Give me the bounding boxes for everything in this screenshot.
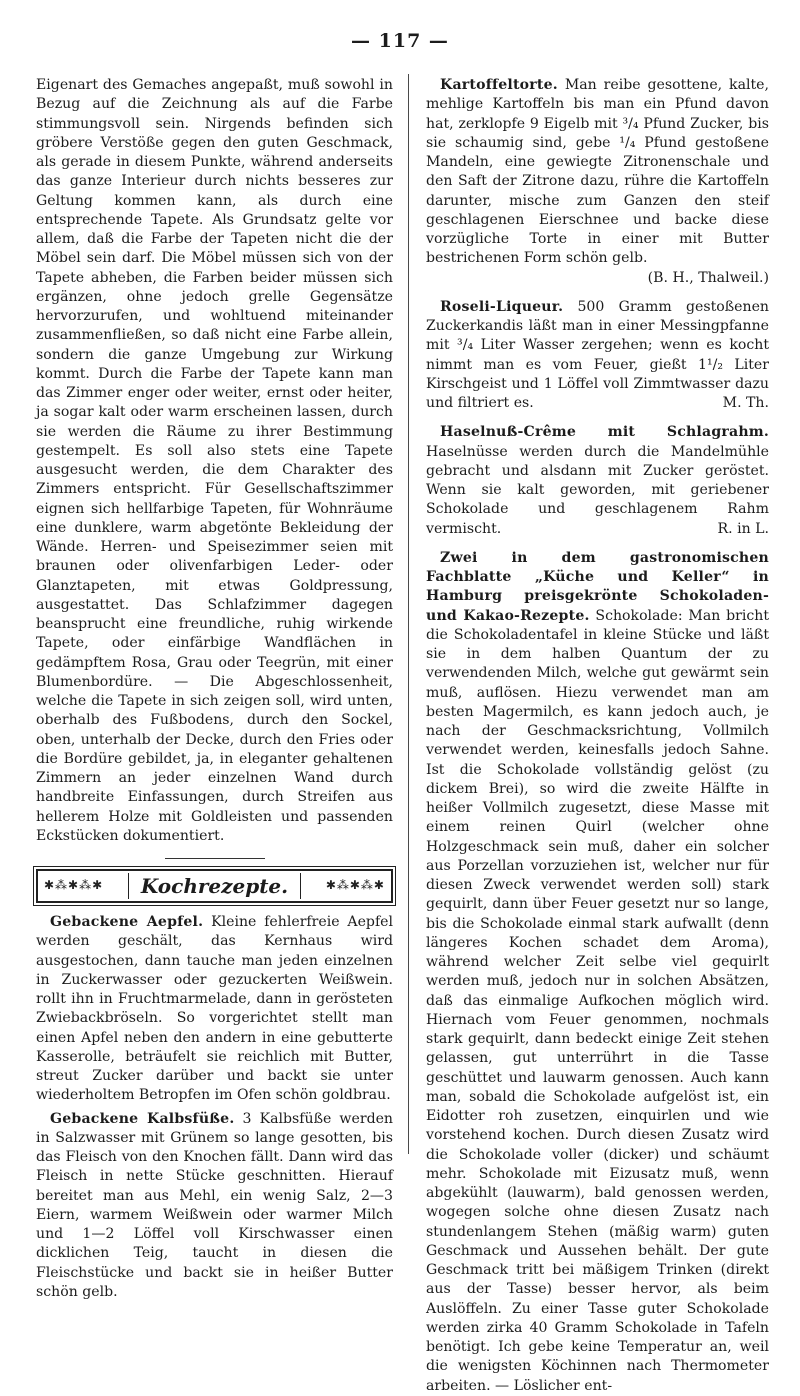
right-column [426,76,769,1396]
column-divider [408,74,409,1154]
ornament-right: ✱⁂✱⁂✱ [325,878,385,893]
recipe-text: 500 Gramm gestoßenen Zuckerkandis läßt man in einer Messingpfanne mit ³/₄ Liter Wasser zergehen; wenn es kocht nimmt man es vom Feuer, gießt 1¹/₂ Liter Kirschgeist und 1 Löffel voll Zimmtwasser dazu und filtriert es. [426,298,770,411]
recipe-haselnuss-creme [426,423,769,539]
recipe-signature: (B. H., Thalweil.) [647,269,769,286]
recipe-kartoffeltorte [426,76,769,286]
intro-paragraph: Eigenart des Gemaches angepaßt, muß sowohl in Bezug auf die Zeichnung als auf die Farbe stimmungsvoll sein. Nirgends befinden sich gröbere Verstöße gegen den guten Geschmack, als gerade in diesem Punkte, während anderseits das ganze Interieur durch nichts besseres zur Geltung kommen kann, als durch eine entsprechende Tapete. Als Grundsatz gelte vor allem, daß die Farbe der Tapeten nicht die der Möbel sein darf. Die Möbel müssen sich von der Tapete abheben, die Farben beider müssen sich ergänzen, ohne jedoch grelle Gegensätze hervorzurufen, und wohltuend miteinander zusammenfließen, so daß nicht eine Farbe allein, sondern die ganze Umgebung zur Wirkung kommt. Durch die Farbe der Tapete kann man das Zimmer enger oder weiter, ernst oder heiter, ja sogar kalt oder warm erscheinen lassen, durch sie werden die Räume zu ihrer Bestimmung gestempelt. Es soll also stets eine Tapete ausgesucht werden, die dem Charakter des Zimmers entspricht. Für Gesellschaftszimmer eignen sich hellfarbige Tapeten, für Wohnräume eine dunklere, warm abgetönte Bekleidung der Wände. Herren- und Speisezimmer seien mit braunen oder olivenfarbigen Leder- oder Glanztapeten, mit etwas Goldpressung, ausgestattet. Das Schlafzimmer dagegen beansprucht eine freundliche, ruhig wirkende Tapete, oder einfärbige Wandflächen in gedämpftem Rosa, Grau oder Teegrün, mit einer Blumenbordüre. — Die Abgeschlossenheit, welche die Tapete in sich zeigen soll, wird unten, oberhalb des Fußbodens, durch den Sockel, oben, unterhalb der Decke, durch den Fries oder die Bordüre gebildet, ja, in eleganter gehaltenen Zimmern an jeder einzelnen Wand durch handbreite Einfassungen, durch Streifen aus hellerem Holze mit Goldleisten und passenden Eckstücken dokumentiert. [36,77,393,844]
recipe-text: Schokolade: Man bricht die Schokoladentafel in kleine Stücke und läßt sie in dem halben Quantum der zu verwendenden Milch, welche gut gewärmt sein muß, auflösen. Hiezu verwendet man am besten Magermilch, es kann jedoch auch, je nach der Geschmacksrichtung, Vollmilch verwendet werden, keinesfalls jedoch Sahne. Ist die Schokolade vollständig gelöst (zu dickem Brei), so wird die zweite Hälfte in heißer Vollmilch zugesetzt, diese Masse mit einem reinen Quirl (welcher ohne Holzgeschmack sein muß, daher ein solcher aus Porzellan vorzuziehen ist, welcher nur für diesen Zweck verwendet werden soll) stark gequirlt, dann über Feuer gesetzt nur so lange, bis die Schokolade einmal stark aufwallt (denn längeres Kochen schadet dem Aroma), während welcher Zeit selbe viel gequirlt werden muß, jedoch nur in solchen Absätzen, daß das einmalige Aufkochen möglich wird. Hiernach vom Feuer genommen, nochmals stark gequirlt, dann bedeckt einige Zeit stehen gelassen, gut unterrührt in die Tasse geschüttet und lauwarm genossen. Auch kann man, sobald die Schokolade aufgelöst ist, ein Eidotter roh zusetzen, einquirlen und wie vorstehend kochen. Durch diesen Zusatz wird die Schokolade voller (dicker) und schäumt mehr. Schokolade mit Eizusatz muß, wenn abgekühlt (lauwarm), bald genossen werden, wogegen solche ohne diesen Zusatz nach stundenlangem Stehen (mäßig warm) guten Geschmack und Aussehen behält. Der gute Geschmack tritt bei mäßigem Trinken (direkt aus der Tasse) besser hervor, als beim Auslöffeln. Zu einer Tasse guter Schokolade werden zirka 40 Gramm Schokolade in Tafeln benötigt. Ich gebe keine Temperatur an, weil die wenigsten Köchinnen nach Thermometer arbeiten. — Löslicher ent- [426,607,769,1394]
page-number: — 117 — [351,30,449,52]
recipe-signature: M. Th. [722,395,769,411]
recipe-title: Gebackene Aepfel. [50,914,204,930]
recipe-schokolade [426,549,769,1396]
recipe-text: Man reibe gesottene, kalte, mehlige Kartoffeln bis man ein Pfund davon hat, zerklopfe 9 Eigelb mit ³/₄ Pfund Zucker, bis sie schaumig sind, gebe ¹/₄ Pfund gestoßene Mandeln, eine gewiegte Zitronenschale und den Saft der Zitrone dazu, rühre die Kartoffeln darunter, mische zum Ganzen den steif geschlagenen Eierschnee und backe diese vorzügliche Torte in einer mit Butter bestrichenen Form schön gelb. [426,77,769,267]
recipe-title: Kartoffeltorte. [440,77,558,93]
recipe-text: Haselnüsse werden durch die Mandelmühle gebracht und alsdann mit Zucker geröstet. Wenn sie kalt geworden, mit geriebener Schokolade und geschlagenem Rahm vermischt. [426,443,769,537]
recipe-roseli-liqueur [426,298,769,414]
recipe-title: Roseli-Liqueur. [440,298,564,315]
ornament-left: ✱⁂✱⁂✱ [44,878,104,893]
section-divider [165,858,265,859]
recipe-text: 3 Kalbsfüße werden in Salzwasser mit Grünem so lange gesotten, bis das Fleisch von den Knochen fällt. Dann wird das Fleisch in nette Stücke geschnitten. Hierauf bereitet man aus Mehl, ein wenig Salz, 2—3 Eiern, warmem Weißwein oder warmer Milch und 1—2 Löffel voll Kirschwasser einen dicklichen Teig, taucht in diesen die Fleischstücke und backt sie in heißer Butter schön gelb. [36,1110,394,1300]
left-column [36,76,393,1302]
recipe-text: Kleine fehlerfreie Aepfel werden geschält, das Kernhaus wird ausgestochen, dann tauche man jeden einzelnen in Zuckerwasser oder gezuckerten Weißwein. rollt ihn in Fruchtmarmelade, dann in gerösteten Zwiebackbröseln. So vorgerichtet stellt man einen Apfel neben den andern in eine gebutterte Kasserolle, beträufelt sie reichlich mit Butter, streut Zucker darüber und backt sie unter wiederholtem Betropfen im Ofen schön goldbrau. [36,914,394,1104]
recipe-signature: R. in L. [717,520,769,537]
section-heading-box [36,869,393,903]
recipe-title: Zwei in dem gastronomischen Fachblatte „Küche und Keller“ in Hamburg preisgekrönte Schokoladen- und Kakao-Rezepte. [426,549,769,624]
section-heading: Kochrezepte. [128,873,301,899]
recipe-title: Gebackene Kalbsfüße. [50,1110,235,1127]
recipe-gebackene-kalbsfuesse [36,1110,393,1303]
recipe-title: Haselnuß-Crême mit Schlagrahm. [440,424,769,441]
recipe-gebackene-aepfel [36,913,393,1106]
